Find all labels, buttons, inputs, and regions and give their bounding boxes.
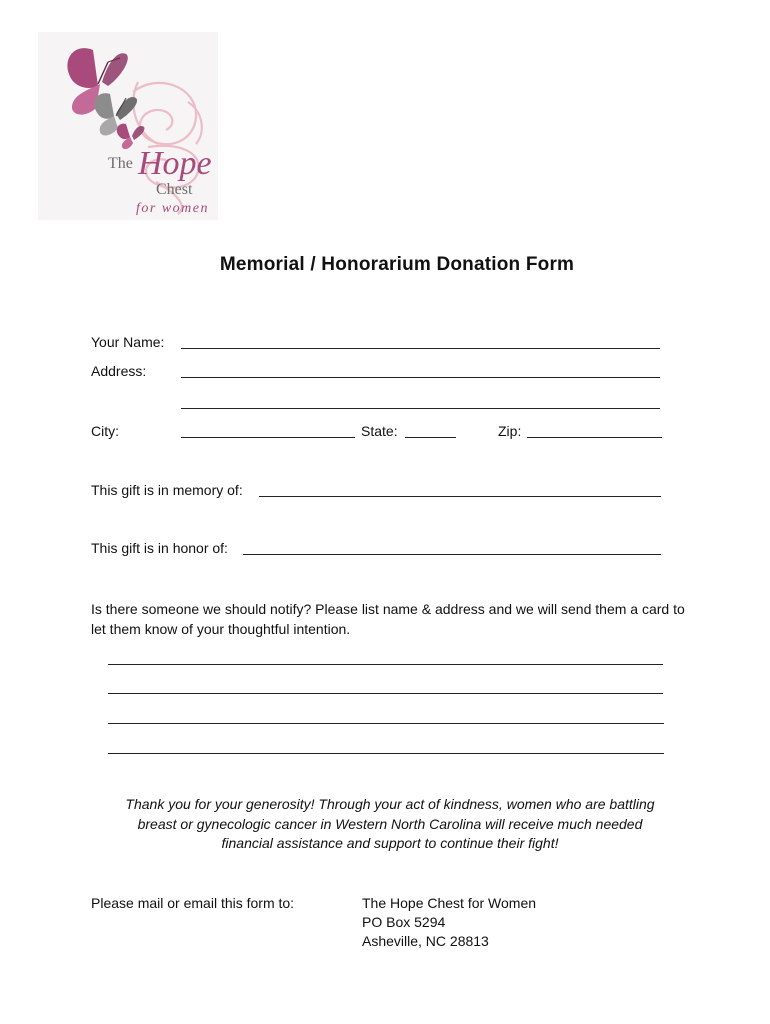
notify-field-line-1[interactable] [108,664,663,665]
mail-label: Please mail or email this form to: [91,895,295,911]
hope-chest-logo [38,32,218,220]
logo-text-hope: Hope [138,145,212,182]
thank-you-line-3: financial assistance and support to continue their fight! [221,835,559,851]
name-label: Your Name: [91,334,165,350]
city-label: City: [91,423,119,439]
memory-field[interactable] [259,496,661,497]
notify-field-line-3[interactable] [108,723,664,724]
mail-org: The Hope Chest for Women [362,895,537,911]
mail-po-box: PO Box 5294 [362,914,446,930]
state-field[interactable] [405,437,456,438]
notify-field-line-2[interactable] [108,693,663,694]
address-field-line-1[interactable] [181,377,660,378]
zip-field[interactable] [527,437,662,438]
city-field[interactable] [181,437,355,438]
thank-you-line-1: Thank you for your generosity! Through your act of kindness, women who are battling [125,796,655,812]
state-label: State: [361,423,398,439]
logo-text-chest: Chest [156,181,193,198]
name-field[interactable] [181,348,660,349]
form-title: Memorial / Honorarium Donation Form [219,254,575,275]
address-field-line-2[interactable] [181,408,660,409]
memory-label: This gift is in memory of: [91,482,243,498]
honor-field[interactable] [243,554,661,555]
mail-city-state-zip: Asheville, NC 28813 [362,933,489,949]
honor-label: This gift is in honor of: [91,540,228,556]
address-label: Address: [91,363,147,379]
logo-text-the: The [108,155,133,172]
notify-field-line-4[interactable] [108,753,664,754]
logo-text-for-women: for women [136,201,209,216]
thank-you-line-2: breast or gynecologic cancer in Western North Carolina will receive much needed [137,815,643,832]
notify-question: Is there someone we should notify? Please list name & address and we will send them a card to let them know of your thoughtful intention. [91,601,685,637]
thank-you-message [70,795,710,854]
zip-label: Zip: [498,423,522,439]
